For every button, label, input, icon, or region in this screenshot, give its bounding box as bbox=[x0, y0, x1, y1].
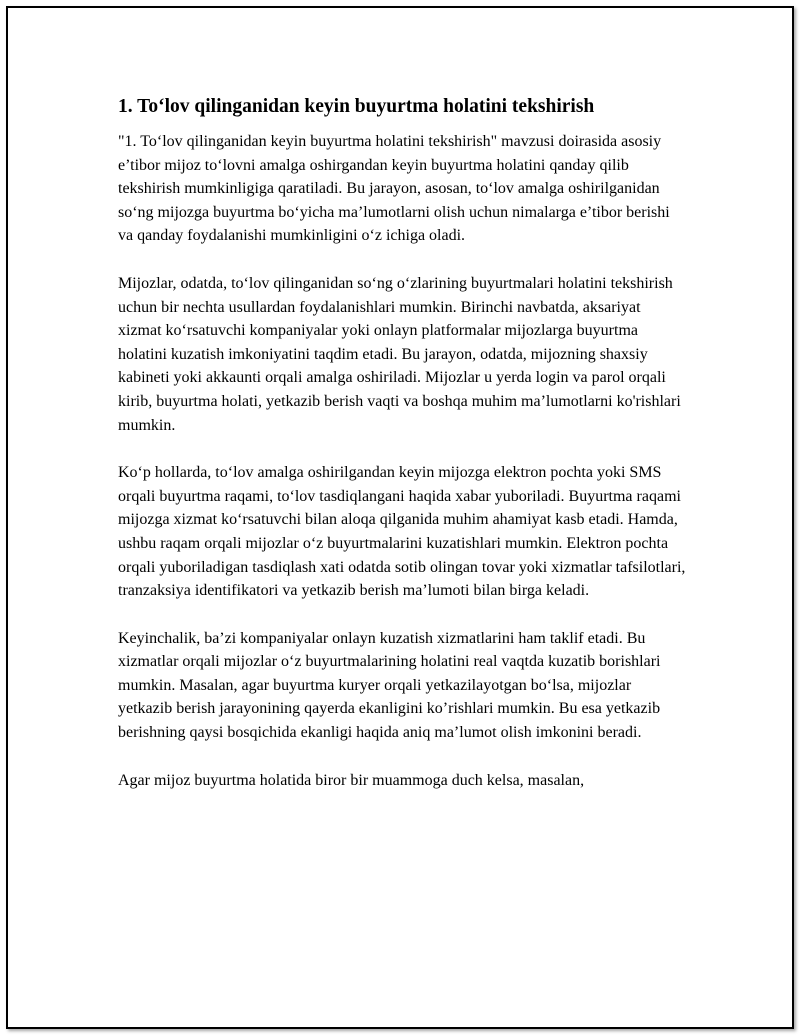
paragraph-1: "1. To‘lov qilinganidan keyin buyurtma holatini tekshirish" mavzusi doirasida asosiy e’tibor mijoz to‘lovni amalga oshirgandan keyin buyurtma holatini qanday qilib tekshirish mumkinligiga qaratiladi. Bu jarayon, asosan, to‘lov amalga oshirilganidan so‘ng mijozga buyurtma bo‘yicha ma’lumotlarni olish uchun nimalarga e’tibor berishi va qanday foydalanishi mumkinligini o‘z ichiga oladi. bbox=[118, 133, 670, 245]
paragraph-3: Ko‘p hollarda, to‘lov amalga oshirilgandan keyin mijozga elektron pochta yoki SMS orqali buyurtma raqami, to‘lov tasdiqlangani haqida xabar yuboriladi. Buyurtma raqami mijozga xizmat ko‘rsatuvchi bilan aloqa qilganida muhim ahamiyat kasb etadi. Hamda, ushbu raqam orqali mijozlar o‘z buyurtmalarini kuzatishlari mumkin. Elektron pochta orqali yuboriladigan tasdiqlash xati odatda sotib olingan tovar yoki xizmatlar tafsilotlari, tranzaksiya identifikatori va yetkazib berish ma’lumoti bilan birga keladi. bbox=[118, 464, 686, 600]
paragraph-5: Agar mijoz buyurtma holatida biror bir muammoga duch kelsa, masalan, bbox=[118, 771, 585, 789]
document-body bbox=[118, 94, 688, 816]
paragraph-2: Mijozlar, odatda, to‘lov qilinganidan so‘ng o‘zlarining buyurtmalari holatini tekshirish uchun bir nechta usullardan foydalanishlari mumkin. Birinchi navbatda, aksariyat xizmat ko‘rsatuvchi kompaniyalar yoki onlayn platformalar mijozlarga buyurtma holatini kuzatish imkoniyatini taqdim etadi. Bu jarayon, odatda, mijozning shaxsiy kabineti yoki akkaunti orqali amalga oshiriladi. Mijozlar u yerda login va parol orqali kirib, buyurtma holati, yetkazib berish vaqti va boshqa muhim ma’lumotlarni ko'rishlari mumkin. bbox=[118, 274, 681, 434]
paragraph-4: Keyinchalik, ba’zi kompaniyalar onlayn kuzatish xizmatlarini ham taklif etadi. Bu xizmatlar orqali mijozlar o‘z buyurtmalarining holatini real vaqtda kuzatib borishlari mumkin. Masalan, agar buyurtma kuryer orqali yetkazilayotgan bo‘lsa, mijozlar yetkazib berish jarayonining qayerda ekanligini ko’rishlari mumkin. Bu esa yetkazib berishning qaysi bosqichida ekanligi haqida aniq ma’lumot olish imkonini beradi. bbox=[118, 629, 661, 742]
section-heading: 1. To‘lov qilinganidan keyin buyurtma holatini tekshirish bbox=[118, 96, 595, 117]
